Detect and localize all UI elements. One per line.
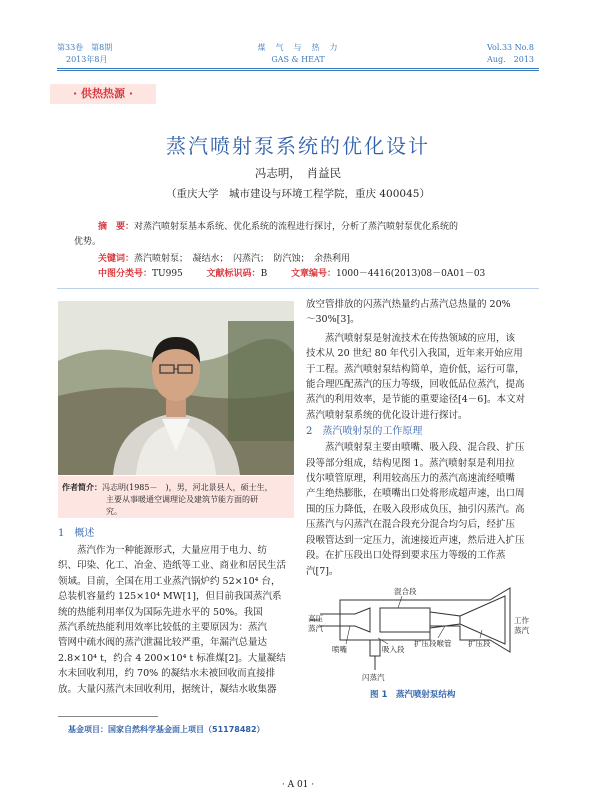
body-line: 领域。目前，全国在用工业蒸汽锅炉约 52×10⁴ 台，: [58, 575, 281, 587]
keywords: [98, 252, 538, 267]
body-line: 段等部分组成，结构见图 1。蒸汽喷射泵是利用拉: [306, 457, 515, 469]
clc-label: 中图分类号：: [98, 269, 153, 279]
journal-title-en: GAS & HEAT: [271, 55, 325, 64]
label-nozzle: 喷嘴: [332, 645, 347, 654]
body-line: 于工程。蒸汽喷射泵结构简单，造价低，运行可靠，: [306, 363, 525, 375]
section-1-heading: 1 概述: [58, 528, 95, 539]
body-line: 蒸汽的利用效率，是节能的重要途径[4－6]。本文对: [306, 394, 526, 406]
author-bio-label: 作者简介：: [62, 483, 102, 492]
label-working-steam: 工作 蒸汽: [514, 616, 529, 635]
article-number-label: 文章编号：: [290, 269, 336, 279]
body-line: 蒸汽喷射泵是射流技术在传热领域的应用，该: [325, 332, 516, 344]
body-line: 蒸汽系统热能利用效率比较低的主要原因为：蒸汽: [58, 622, 268, 634]
label-high-pressure-steam: 高压 蒸汽: [308, 614, 323, 633]
clc-value: TU995: [152, 269, 183, 279]
section-1-body: [58, 543, 294, 697]
journal-date: 2013年8月: [66, 55, 108, 64]
body-line: 水未回收利用，约 70% 的凝结水未被回收而直接排: [58, 668, 276, 680]
author-bio-line1: 冯志明(1985－ )，男，河北景县人，硕士生，: [102, 483, 273, 492]
article-number-value: 1000－4416(2013)08－0A01－03: [335, 269, 486, 279]
body-line: 围的压力降低，在吸入段形成负压，抽引闪蒸汽。高: [306, 503, 525, 515]
body-line: 蒸汽喷射泵系统的优化设计进行探讨。: [306, 409, 468, 421]
section-tag: · 供热热源 ·: [50, 84, 156, 104]
classification: [98, 267, 558, 282]
body-line: 统的热能利用率仅为国际先进水平的 50%。我国: [58, 606, 263, 618]
meta-rule: [57, 288, 539, 289]
author-bio: [58, 476, 294, 518]
figure-caption: 图 1 蒸汽喷射泵结构: [370, 690, 456, 700]
author-bio-line2: 主要从事暖通空调理论及建筑节能方面的研: [106, 495, 258, 504]
section-2-heading: 2 蒸汽喷射泵的工作原理: [306, 426, 423, 438]
ejector-diagram: [310, 586, 540, 682]
body-line: 放空管排放的闪蒸汽热量约占蒸汽总热量的 20%: [306, 299, 511, 310]
body-line: 压蒸汽与闪蒸汽在混合段充分混合均匀后，经扩压: [306, 519, 516, 531]
body-line: 汽[7]。: [306, 565, 339, 577]
abstract: [98, 220, 538, 235]
header-rule: [57, 68, 539, 69]
label-suction-section: 吸入段: [382, 645, 405, 654]
funding-footnote: 基金项目：国家自然科学基金面上项目（51178482）: [68, 725, 265, 734]
article-title: 蒸汽喷射泵系统的优化设计: [166, 134, 430, 158]
body-line: 织、印染、化工、冶金、造纸等工业、商业和居民生活: [58, 560, 287, 572]
body-line: 2.8×10⁴ t，约合 4 200×10⁴ t 标准煤[2]。大量凝结: [58, 652, 286, 664]
page-number: · A 01 ·: [281, 780, 315, 790]
journal-volume-en: Vol.33 No.8: [487, 43, 534, 52]
label-throat: 扩压段喉管: [414, 639, 452, 648]
affiliation: （重庆大学 城市建设与环境工程学院，重庆 400045）: [166, 188, 430, 200]
body-line: 管网中疏水阀的蒸汽泄漏比较严重，年漏汽总量达: [58, 637, 268, 649]
journal-title-cn: 煤 气 与 热 力: [257, 43, 339, 52]
journal-date-en: Aug. 2013: [487, 55, 534, 64]
doc-code-value: B: [260, 269, 268, 279]
keywords-label: 关键词：: [98, 254, 135, 264]
body-line: 放。大量闪蒸汽未回收利用，据统计，凝结水收集器: [58, 683, 277, 695]
abstract-text: 对蒸汽喷射泵基本系统、优化系统的流程进行探讨，分析了蒸汽喷射泵优化系统的: [134, 222, 459, 232]
author-photo: [58, 301, 294, 475]
label-flash-steam: 闪蒸汽: [362, 673, 385, 682]
abstract-label: 摘 要：: [98, 222, 135, 232]
right-column: [306, 297, 542, 579]
body-line: 段。在扩压段出口处得到要求压力等级的工作蒸: [306, 550, 506, 562]
keywords-text: 蒸汽喷射泵； 凝结水； 闪蒸汽； 防汽蚀； 余热利用: [134, 254, 351, 264]
label-diffuser: 扩压段: [468, 639, 491, 648]
body-line: 蒸汽喷射泵主要由喷嘴、吸入段、混合段、扩压: [325, 442, 525, 454]
body-line: 能合理匹配蒸汽的压力等级，回收低品位蒸汽，提高: [306, 379, 525, 391]
label-mixing-section: 混合段: [394, 587, 417, 596]
body-line: 总装机容量约 125×10⁴ MW[1]，但目前我国蒸汽系: [58, 591, 282, 603]
doc-code-label: 文献标识码：: [206, 269, 261, 279]
body-line: 伐尔喷管原理，利用较高压力的蒸汽高速流经喷嘴: [306, 473, 516, 485]
body-line: 产生绝热膨胀，在喷嘴出口处将形成超声速，出口周: [306, 488, 525, 500]
header-rule-2: [57, 70, 539, 71]
journal-volume: 第33卷 第8期: [57, 43, 113, 52]
body-line: ～30%[3]。: [306, 314, 360, 326]
abstract-cont: 优势。: [74, 237, 102, 247]
body-line: 蒸汽作为一种能源形式，大量应用于电力、纺: [77, 545, 268, 556]
body-line: 技术从 20 世纪 80 年代引入我国，近年来开始应用: [306, 348, 523, 360]
footnote-rule: [58, 716, 158, 717]
body-line: 段喉管达到一定压力，流速接近声速，然后进入扩压: [306, 534, 525, 546]
author-bio-line3: 究。: [106, 507, 122, 516]
authors: 冯志明， 肖益民: [254, 166, 342, 180]
